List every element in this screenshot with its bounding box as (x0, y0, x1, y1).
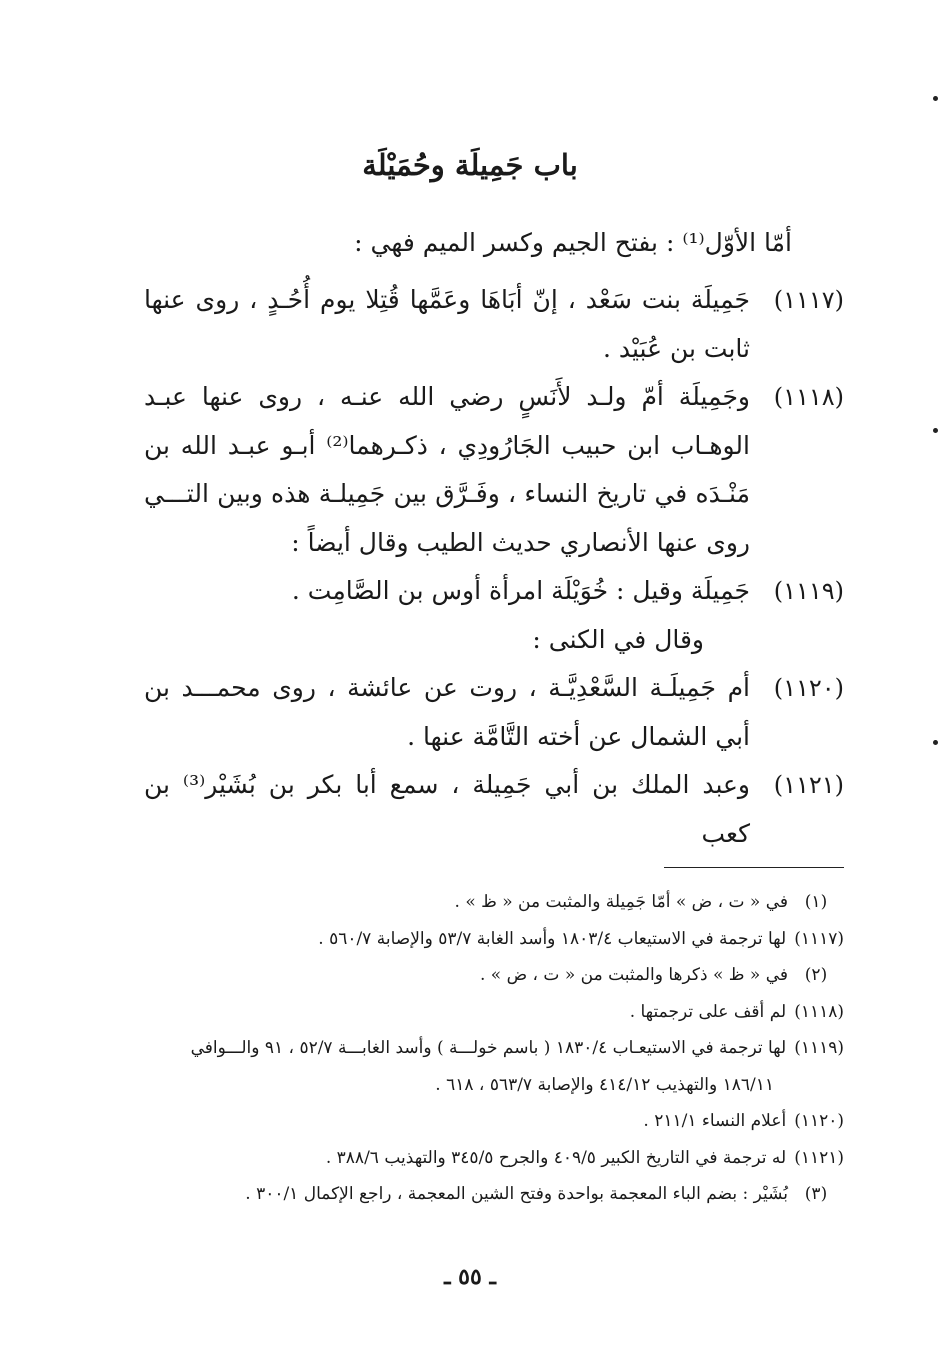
scan-mark-dot (933, 96, 938, 101)
footnote-1121 (100, 1140, 844, 1177)
footnote-text: لم أقف على ترجمتها . (629, 1001, 787, 1022)
entry-text: وجَمِيلَة أمّ ولـد لأَنَسٍ رضي الله عنـه ، روى عنها عبـد الوهـاب ابن حبيب الجَارُودِي ، ذكـرهما⁽²⁾ أبـو عبـد الله بن مَنْـدَه في تاريخ النساء ، وفَـرَّق بين جَمِيلـة هذه وبين التـــي روى عنها الأنصاري حديث الطيب وقال أيضاً : (144, 382, 750, 557)
kuna-subheading: وقال في الكنى : (532, 624, 704, 654)
footnote-1 (100, 884, 844, 921)
entry-1119 (144, 567, 844, 616)
footnote-text: لها ترجمة في الاستيعـاب ١٨٣٠/٤ ( باسم خولـــة ) وأسد الغابـــة ٥٢/٧ ، ٩١ والـــوافي (190, 1038, 787, 1058)
footnote-text: لها ترجمة في الاستيعاب ١٨٠٣/٤ وأسد الغابة ٥٣/٧ والإصابة ٥٦٠/٧ . (318, 928, 787, 949)
entries-list (144, 276, 844, 858)
footnote-text: بُشَيْر : بضم الباء المعجمة بواحدة وفتح الشين المعجمة ، راجع الإكمال ٣٠٠/١ . (245, 1184, 788, 1204)
entry-number: (١١١٨) (773, 383, 844, 411)
chapter-title: باب جَمِيلَة وحُمَيْلَة (362, 148, 578, 182)
footnotes-list (100, 884, 844, 1213)
scan-mark-dot (933, 740, 938, 745)
intro-line: أمّا الأوّل⁽¹⁾ : بفتح الجيم وكسر الميم فهي : (354, 228, 792, 257)
footnote-1117 (100, 921, 844, 958)
page-number: ـ ٥٥ ـ (444, 1264, 496, 1290)
entry-1117 (144, 276, 844, 373)
footnote-1119 (100, 1030, 844, 1067)
footnote-1119-continued (100, 1067, 844, 1104)
footnote-number: (١) (804, 892, 828, 912)
entry-number: (١١٢١) (773, 771, 844, 799)
footnote-number: (٣) (804, 1184, 828, 1204)
footnote-number: (١١١٧) (794, 928, 844, 949)
footnote-3 (100, 1176, 844, 1213)
entry-text: جَمِيلَة وقيل : خُوَيْلَة امرأة أوس بن الصَّامِت . (291, 576, 750, 605)
scan-mark-dot (933, 428, 938, 433)
entry-text: جَمِيلَة بنت سَعْد ، إنّ أبَاهَا وعَمَّها قُتِلا يوم أُحُـدٍ ، روى عنها ثابت بن عُبَيْد . (144, 285, 750, 363)
footnote-2 (100, 957, 844, 994)
entry-1118 (144, 373, 844, 567)
footnote-number: (١١٢١) (794, 1147, 844, 1168)
footnote-1120 (100, 1103, 844, 1140)
entry-text: وعبد الملك بن أبي جَمِيلة ، سمع أبا بكر بن بُشَيْر⁽³⁾ بن كعب (144, 770, 750, 848)
footnote-number: (٢) (804, 965, 828, 985)
footnote-number: (١١١٩) (794, 1038, 844, 1058)
entry-1121 (144, 761, 844, 858)
footnote-1118 (100, 994, 844, 1031)
entry-number: (١١١٧) (773, 286, 844, 314)
entry-1120 (144, 664, 844, 761)
footnote-text: أعلام النساء ٢١١/١ . (643, 1111, 787, 1131)
footnote-text: في « ت ، ض » أمّا جَمِيلة والمثبت من « ظ » . (454, 892, 788, 912)
entry-number: (١١١٩) (773, 577, 844, 605)
footnote-text: في « ظ » ذكرها والمثبت من « ت ، ض » . (479, 965, 788, 985)
footnote-number: (١١١٨) (794, 1001, 844, 1022)
footnote-number: (١١٢٠) (794, 1111, 844, 1131)
entry-text: أم جَمِيلَـة السَّعْدِيَّـة ، روت عن عائشة ، روى محمـــد بن أبي الشمال عن أخته التَّامَّة عنها . (144, 673, 750, 751)
entry-number: (١١٢٠) (773, 674, 844, 702)
footnote-text: ١٨٦/١١ والتهذيب ٤١٤/١٢ والإصابة ٥٦٣/٧ ، ٦١٨ . (435, 1074, 774, 1095)
footnote-text: له ترجمة في التاريخ الكبير ٤٠٩/٥ والجرح ٣٤٥/٥ والتهذيب ٣٨٨/٦ . (325, 1147, 787, 1168)
footnote-divider (664, 867, 844, 868)
